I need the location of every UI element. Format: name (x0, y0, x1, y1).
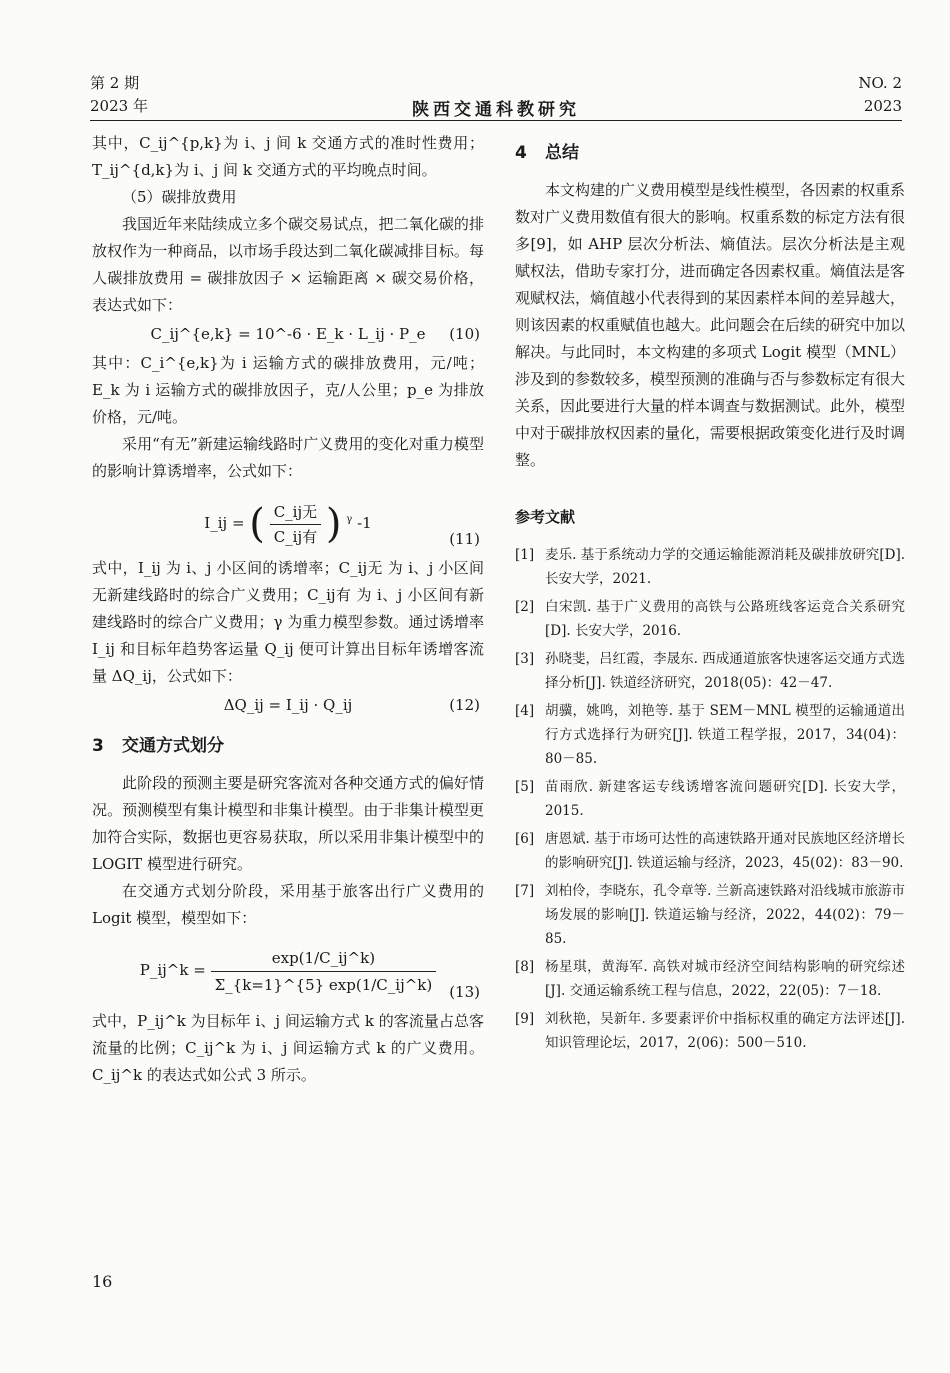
reference-item (515, 775, 905, 823)
equation-tail: -1 (357, 514, 372, 532)
reference-item (515, 879, 905, 951)
paragraph: 其中：C_i^{e,k}为 i 运输方式的碳排放费用，元/吨；E_k 为 i 运输方式的碳排放因子，克/人公里；p_e 为排放价格，元/吨。 (92, 354, 484, 426)
reference-number: [2] (515, 599, 535, 615)
right-paren: ) (325, 501, 342, 547)
equation-11 (92, 487, 484, 553)
references-list (515, 543, 905, 1055)
page-number: 16 (92, 1272, 113, 1291)
equation-body: C_ij^{e,k} = 10^-6 · E_k · L_ij · P_e (150, 325, 426, 343)
page-header (90, 72, 902, 118)
reference-text: 白宋凯. 基于广义费用的高铁与公路班线客运竞合关系研究[D]. 长安大学，2016. (545, 599, 905, 639)
equation-12 (92, 692, 484, 719)
reference-text: 刘秋艳，吴新年. 多要素评价中指标权重的确定方法评述[J]. 知识管理论坛，2017，2(06)：500－510. (545, 1011, 905, 1051)
equation-lhs: I_ij = (204, 514, 245, 532)
header-year: 2023 年 (90, 97, 148, 115)
section-title: 交通方式划分 (122, 736, 224, 756)
fraction (211, 945, 437, 998)
header-issue: 第 2 期 (90, 74, 140, 92)
reference-number: [9] (515, 1011, 535, 1027)
reference-item (515, 543, 905, 591)
equation-number: (12) (449, 696, 480, 714)
paragraph: 式中，P_ij^k 为目标年 i、j 间运输方式 k 的客流量占总客流量的比例；C_ij^k 为 i、j 间运输方式 k 的广义费用。C_ij^k 的表达式如公式 3 所示。 (92, 1012, 484, 1084)
reference-number: [4] (515, 703, 535, 719)
paragraph: 采用“有无”新建运输线路时广义费用的变化对重力模型的影响计算诱增率，公式如下： (92, 435, 484, 480)
reference-item (515, 955, 905, 1003)
fraction (270, 500, 321, 549)
journal-title: 陕西交通科教研究 (412, 100, 580, 120)
reference-number: [5] (515, 779, 535, 795)
right-column (515, 130, 905, 1059)
section-heading (515, 140, 905, 167)
section-title: 总结 (545, 143, 579, 163)
reference-text: 杨星琪，黄海军. 高铁对城市经济空间结构影响的研究综述[J]. 交通运输系统工程与信息，2022，22(05)：7－18. (545, 959, 905, 999)
reference-text: 刘柏伶，李晓东，孔令章等. 兰新高速铁路对沿线城市旅游市场发展的影响[J]. 铁道运输与经济，2022，44(02)：79－85. (545, 883, 905, 947)
equation-10 (92, 321, 484, 348)
left-column (92, 130, 484, 1089)
fraction-numerator: C_ij无 (270, 500, 321, 525)
reference-text: 孙晓斐，吕红霞，李晟东. 西成通道旅客快速客运交通方式选择分析[J]. 铁道经济研究，2018(05)：42－47. (545, 651, 905, 691)
equation-number: (11) (449, 530, 480, 548)
reference-text: 唐恩斌. 基于市场可达性的高速铁路开通对民族地区经济增长的影响研究[J]. 铁道运输与经济，2023，45(02)：83－90. (545, 831, 905, 871)
reference-number: [6] (515, 831, 535, 847)
fraction-denominator: Σ_{k=1}^{5} exp(1/C_ij^k) (214, 975, 433, 994)
fraction-numerator: exp(1/C_ij^k) (211, 945, 437, 972)
paragraph: 式中，I_ij 为 i、j 小区间的诱增率；C_ij无 为 i、j 小区间无新建线路时的综合广义费用；C_ij有 为 i、j 小区间有新建线路时的综合广义费用；γ 为重力模型参数。通过诱增率 I_ij 和目标年趋势客运量 Q_ij 便可计算出目标年诱增客流量 ΔQ_ij，公式如下： (92, 559, 484, 685)
fraction-denominator: C_ij有 (273, 527, 318, 546)
section-number: 3 (92, 736, 104, 756)
header-year-en: 2023 (863, 97, 902, 115)
header-divider (90, 120, 902, 121)
equation-13 (92, 934, 484, 1006)
section-heading (92, 733, 484, 760)
reference-item (515, 647, 905, 695)
reference-text: 麦乐. 基于系统动力学的交通运输能源消耗及碳排放研究[D]. 长安大学，2021. (545, 547, 905, 587)
reference-number: [1] (515, 547, 535, 563)
section-number: 4 (515, 143, 527, 163)
header-issue-en: NO. 2 (858, 74, 902, 92)
paragraph: 其中，C_ij^{p,k}为 i、j 间 k 交通方式的准时性费用；T_ij^{d,k}为 i、j 间 k 交通方式的平均晚点时间。 (92, 134, 484, 179)
equation-body: ΔQ_ij = I_ij · Q_ij (223, 696, 353, 714)
equation-lhs: P_ij^k = (139, 961, 206, 979)
reference-item (515, 827, 905, 875)
reference-item (515, 1007, 905, 1055)
reference-text: 苗雨欣. 新建客运专线诱增客流问题研究[D]. 长安大学，2015. (545, 779, 905, 819)
reference-number: [8] (515, 959, 535, 975)
reference-number: [3] (515, 651, 535, 667)
exponent: γ (346, 514, 353, 525)
equation-number: (10) (449, 325, 480, 343)
subsection-heading: （5）碳排放费用 (122, 188, 237, 206)
paragraph: 我国近年来陆续成立多个碳交易试点，把二氧化碳的排放权作为一种商品，以市场手段达到二氧化碳减排目标。每人碳排放费用 = 碳排放因子 × 运输距离 × 碳交易价格，表达式如下： (92, 215, 484, 314)
paragraph: 在交通方式划分阶段，采用基于旅客出行广义费用的 Logit 模型，模型如下： (92, 882, 484, 927)
reference-number: [7] (515, 883, 535, 899)
reference-item (515, 699, 905, 771)
paragraph: 此阶段的预测主要是研究客流对各种交通方式的偏好情况。预测模型有集计模型和非集计模型。由于非集计模型更加符合实际，数据也更容易获取，所以采用非集计模型中的 LOGIT 模型进行研究。 (92, 774, 484, 873)
references-heading: 参考文献 (515, 508, 576, 526)
equation-number: (13) (449, 983, 480, 1001)
reference-item (515, 595, 905, 643)
left-paren: ( (249, 501, 265, 547)
reference-text: 胡骥，姚鸣，刘艳等. 基于 SEM－MNL 模型的运输通道出行方式选择行为研究[J]. 铁道工程学报，2017，34(04)：80－85. (545, 703, 905, 767)
paragraph: 本文构建的广义费用模型是线性模型，各因素的权重系数对广义费用数值有很大的影响。权重系数的标定方法有很多[9]，如 AHP 层次分析法、熵值法。层次分析法是主观赋权法，借助专家打分，进而确定各因素权重。熵值法是客观赋权法，熵值越小代表得到的某因素样本间的差异越大，则该因素的权重赋值也越大。此问题会在后续的研究中加以解决。与此同时，本文构建的多项式 Logit 模型（MNL）涉及到的参数较多，模型预测的准确与否与参数标定有很大关系，因此要进行大量的样本调查与数据测试。此外，模型中对于碳排放权因素的量化，需要根据政策变化进行及时调整。 (515, 181, 906, 469)
header-right (858, 72, 902, 118)
